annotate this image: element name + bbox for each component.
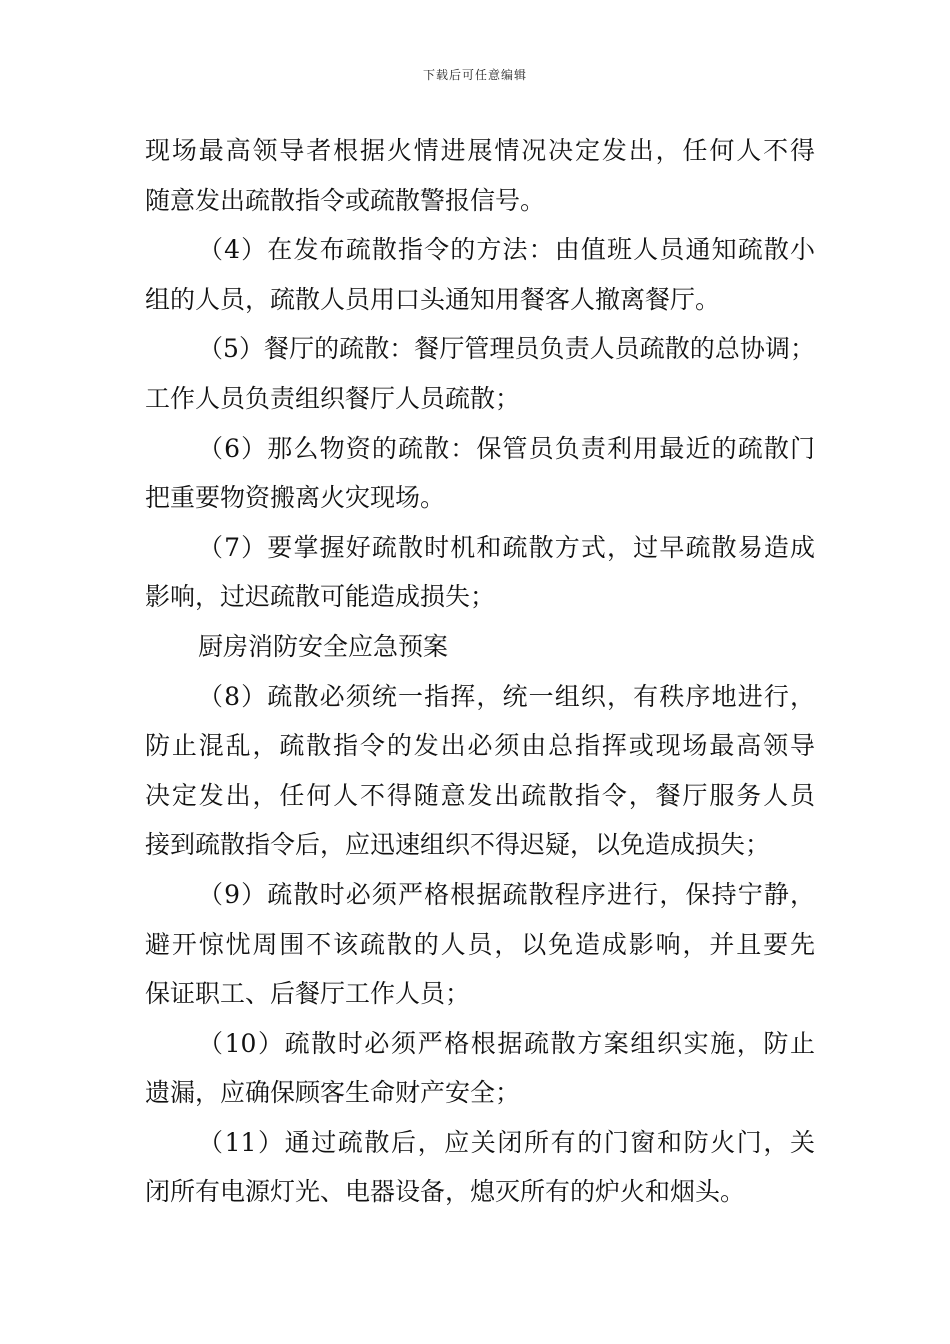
body-line: [145, 870, 815, 920]
body-line: [145, 820, 815, 870]
body-line-text: （9）疏散时必须严格根据疏散程序进行，保持宁静，: [198, 879, 815, 909]
body-line-text: 工作人员负责组织餐厅人员疏散；: [145, 383, 521, 413]
body-line-text: 现场最高领导者根据火情进展情况决定发出，任何人不得: [145, 136, 815, 165]
body-line-text: （4）在发布疏散指令的方法：由值班人员通知疏散小: [198, 235, 815, 265]
body-line-text: 防止混乱，疏散指令的发出必须由总指挥或现场最高领导: [145, 731, 815, 761]
body-line: [145, 672, 815, 722]
body-line-text: （8）疏散必须统一指挥，统一组织，有秩序地进行，: [198, 681, 815, 711]
body-line: [145, 1068, 815, 1118]
body-line: [145, 473, 815, 523]
body-line-text: 随意发出疏散指令或疏散警报信号。: [145, 185, 546, 215]
body-line-text: 遗漏，应确保顾客生命财产安全；: [145, 1078, 521, 1108]
body-line: [145, 225, 815, 275]
body-line-text: （6）那么物资的疏散：保管员负责利用最近的疏散门: [198, 433, 815, 463]
body-line: [145, 324, 815, 374]
body-line: [145, 523, 815, 573]
body-line: [145, 920, 815, 970]
body-line-text: 接到疏散指令后，应迅速组织不得迟疑，以免造成损失；: [145, 830, 771, 860]
body-line-text: （7）要掌握好疏散时机和疏散方式，过早疏散易造成: [198, 532, 815, 562]
body-line-text: （11）通过疏散后，应关闭所有的门窗和防火门，关: [198, 1127, 815, 1157]
document-body: [145, 126, 815, 1217]
body-line-text: 把重要物资搬离火灾现场。: [145, 483, 446, 513]
body-line: [145, 126, 815, 176]
body-line: [145, 1167, 815, 1217]
body-line: [145, 1118, 815, 1168]
body-line: [145, 771, 815, 821]
body-line-text: 保证职工、后餐厅工作人员；: [145, 979, 471, 1009]
body-line-text: 组的人员，疏散人员用口头通知用餐客人撤离餐厅。: [145, 284, 721, 314]
body-line-text: 闭所有电源灯光、电器设备，熄灭所有的炉火和烟头。: [145, 1177, 746, 1207]
body-line: [145, 424, 815, 474]
body-line-text: （10）疏散时必须严格根据疏散方案组织实施，防止: [198, 1028, 815, 1058]
body-line: [145, 176, 815, 226]
body-line: [145, 969, 815, 1019]
body-line: [145, 275, 815, 325]
body-line-text: 影响，过迟疏散可能造成损失；: [145, 582, 496, 612]
body-line-text: （5）餐厅的疏散：餐厅管理员负责人员疏散的总协调；: [198, 334, 815, 364]
page-header-note: 下载后可任意编辑: [422, 68, 527, 82]
section-heading: [145, 622, 815, 672]
body-line-text: 决定发出，任何人不得随意发出疏散指令，餐厅服务人员: [145, 780, 815, 810]
body-line: [145, 572, 815, 622]
body-line: [145, 374, 815, 424]
body-line: [145, 1019, 815, 1069]
section-heading-text: 厨房消防安全应急预案: [198, 631, 449, 661]
body-line-text: 避开惊忧周围不该疏散的人员，以免造成影响，并且要先: [145, 929, 815, 959]
body-line: [145, 721, 815, 771]
